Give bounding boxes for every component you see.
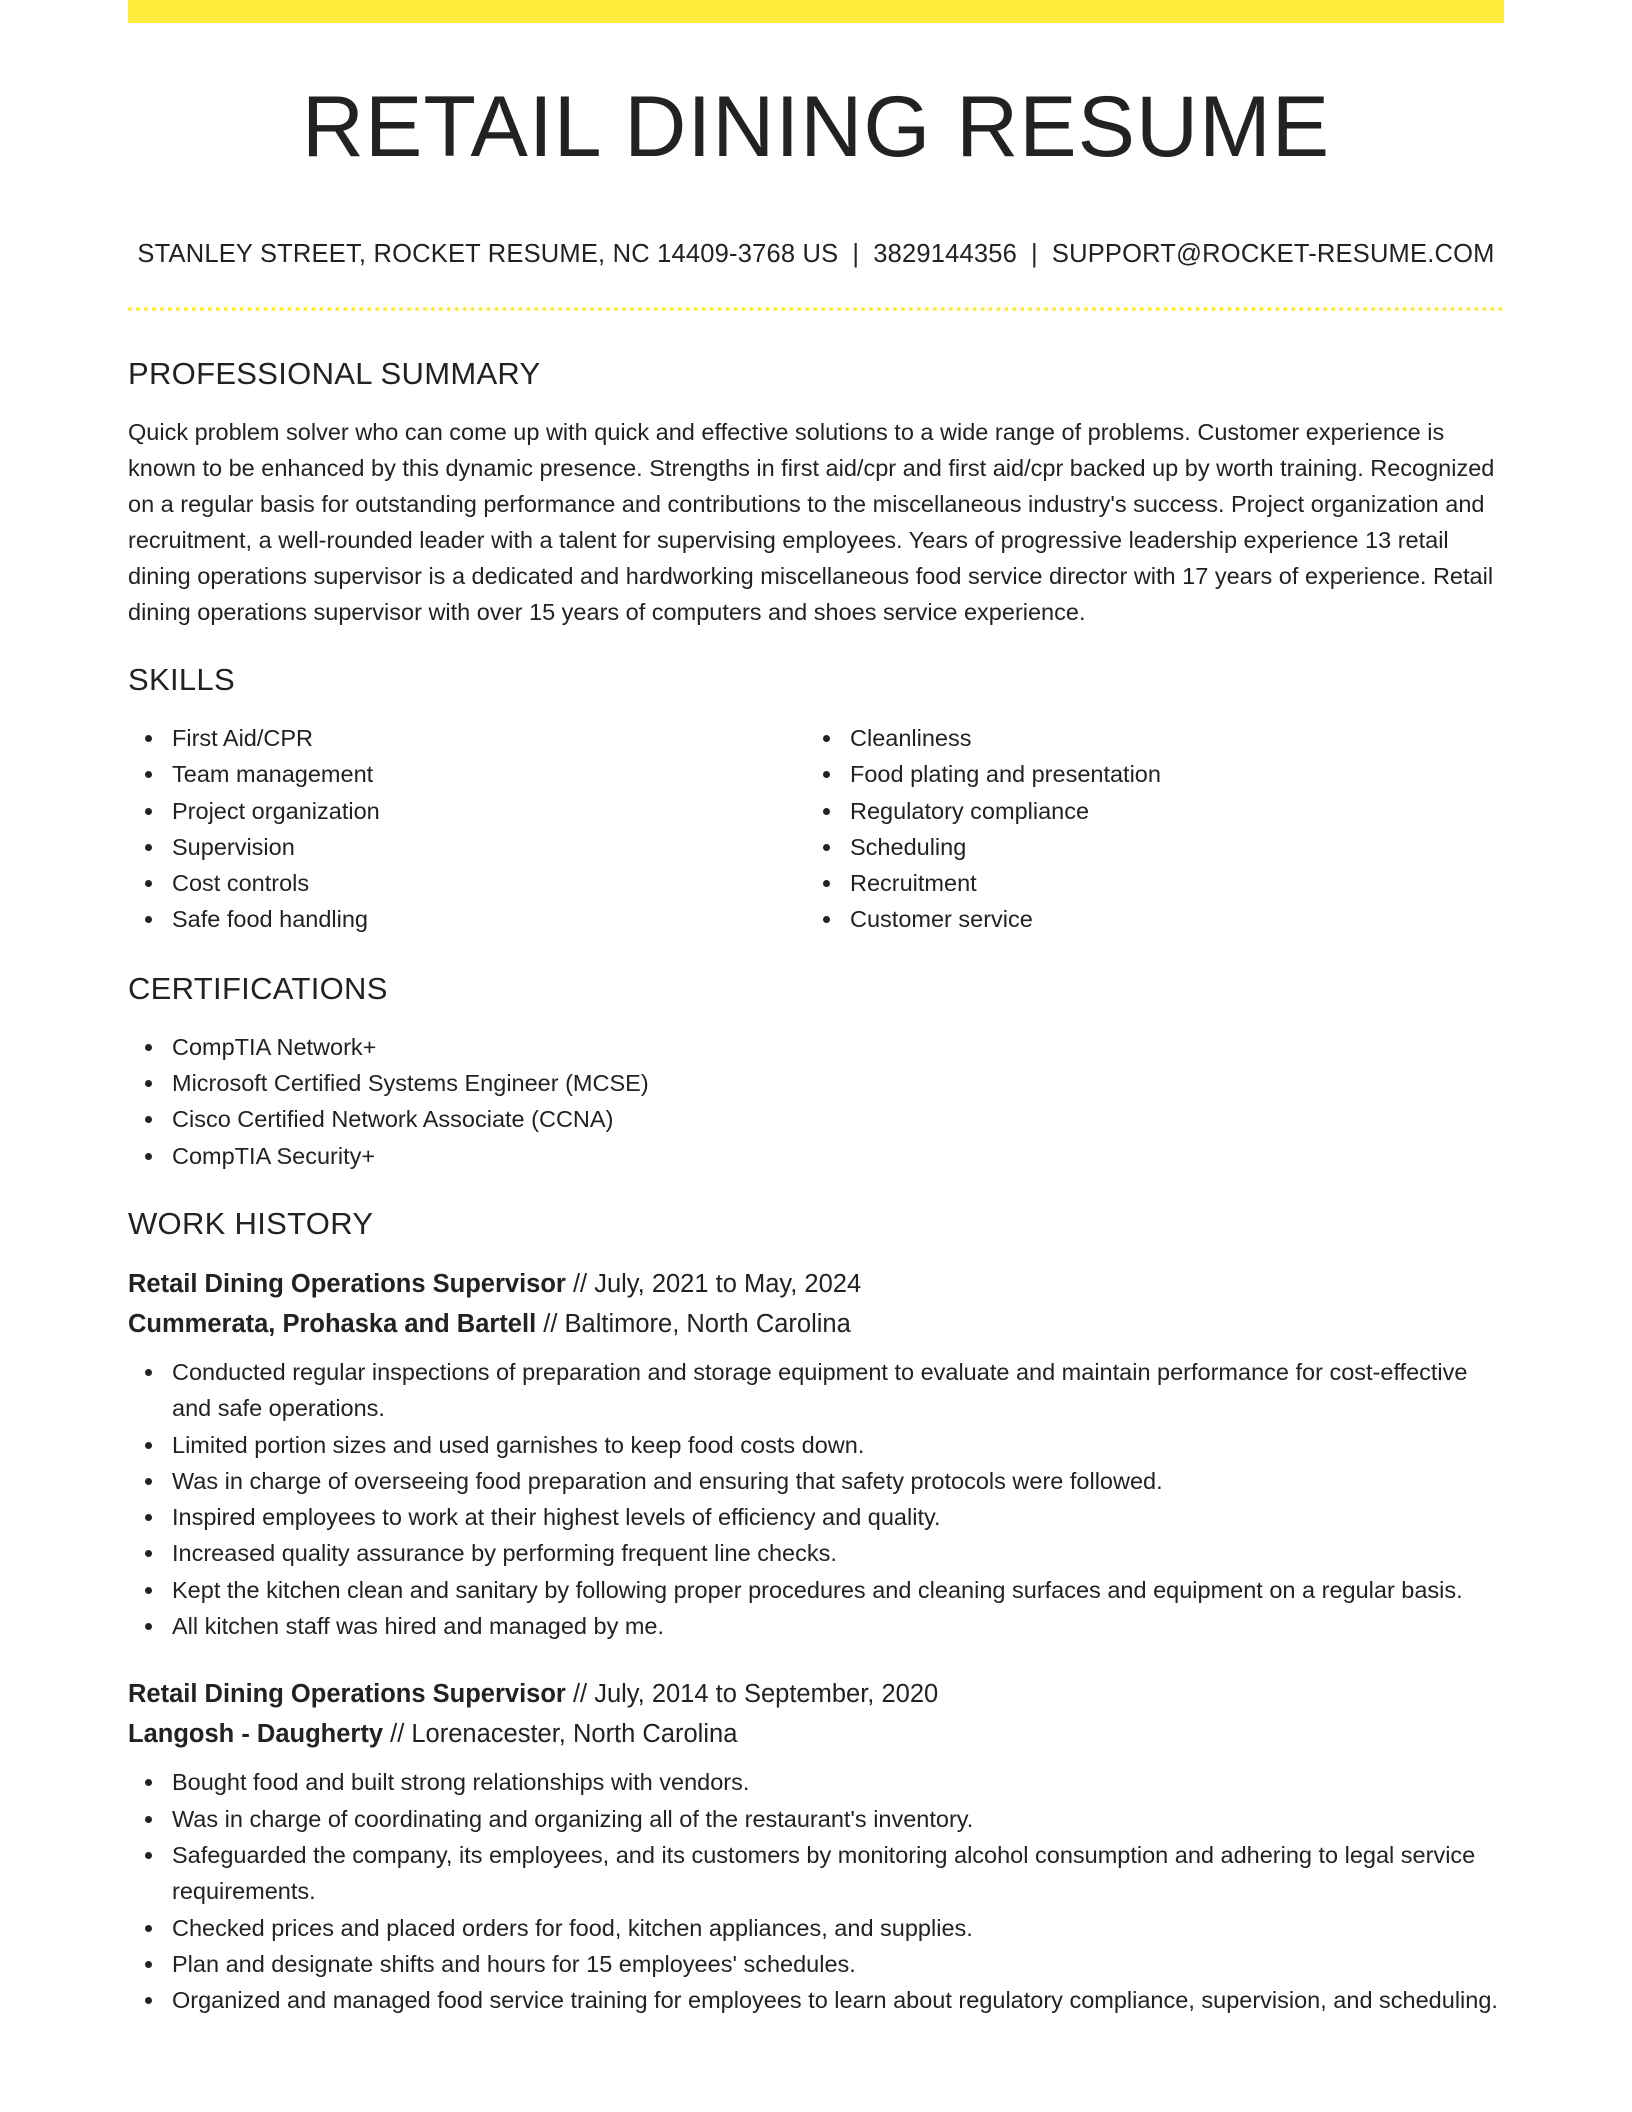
- certification-item: Cisco Certified Network Associate (CCNA): [128, 1101, 1504, 1137]
- summary-text: Quick problem solver who can come up with quick and effective solutions to a wide range of problems. Customer experience is known to be enhanced by this dynamic presence. Strengths in first aid/cpr and first aid/cpr backed up by worth training. Recognized on a regular basis for outstanding performance and contributions to the miscellaneous industry's success. Project organization and recruitment, a well-rounded leader with a talent for supervising employees. Years of progressive leadership experience 13 retail dining operations supervisor is a dedicated and hardworking miscellaneous food service director with 17 years of experience. Retail dining operations supervisor with over 15 years of computers and shoes service experience.: [128, 419, 1495, 625]
- skill-item: Cleanliness: [806, 720, 1484, 756]
- skill-item: Project organization: [128, 793, 806, 829]
- job-bullet: Inspired employees to work at their highest levels of efficiency and quality.: [128, 1499, 1504, 1535]
- skill-item: First Aid/CPR: [128, 720, 806, 756]
- section-heading: SKILLS: [128, 662, 235, 697]
- certification-item: CompTIA Security+: [128, 1138, 1504, 1174]
- skill-item: Regulatory compliance: [806, 793, 1484, 829]
- skill-item: Cost controls: [128, 865, 806, 901]
- job-dates: // July, 2014 to September, 2020: [572, 1680, 939, 1709]
- job-location: // Baltimore, North Carolina: [543, 1309, 851, 1338]
- contact-line: [0, 240, 1632, 269]
- job-dates: // July, 2021 to May, 2024: [572, 1269, 862, 1298]
- job-title-line: [128, 1264, 1504, 1304]
- job-bullets: [128, 1764, 1504, 2018]
- job-title: Retail Dining Operations Supervisor: [128, 1269, 566, 1298]
- skills-list-right: [806, 720, 1484, 938]
- job-bullet: Checked prices and placed orders for food, kitchen appliances, and supplies.: [128, 1910, 1504, 1946]
- job-bullet: Conducted regular inspections of preparation and storage equipment to evaluate and maintain performance for cost-effective and safe operations.: [128, 1354, 1504, 1427]
- job-bullet: Safeguarded the company, its employees, and its customers by monitoring alcohol consumption and adhering to legal service requirements.: [128, 1837, 1504, 1910]
- skill-item: Supervision: [128, 829, 806, 865]
- job-company: Cummerata, Prohaska and Bartell: [128, 1309, 537, 1338]
- job-entry: [128, 1264, 1504, 1644]
- skill-item: Recruitment: [806, 865, 1484, 901]
- job-bullets: [128, 1354, 1504, 1644]
- job-bullet: Was in charge of coordinating and organizing all of the restaurant's inventory.: [128, 1801, 1504, 1837]
- skills-grid: [128, 720, 1504, 938]
- job-bullet: Was in charge of overseeing food preparation and ensuring that safety protocols were followed.: [128, 1463, 1504, 1499]
- skill-item: Food plating and presentation: [806, 756, 1484, 792]
- job-bullet: Organized and managed food service training for employees to learn about regulatory compliance, supervision, and scheduling.: [128, 1982, 1504, 2018]
- job-bullet: Plan and designate shifts and hours for 15 employees' schedules.: [128, 1946, 1504, 1982]
- section-heading: CERTIFICATIONS: [128, 970, 388, 1006]
- contact-phone: 3829144356: [873, 240, 1018, 268]
- work-history-section: [128, 1204, 1504, 2018]
- job-title-line: [128, 1674, 1504, 1714]
- contact-email: SUPPORT@ROCKET-RESUME.COM: [1051, 240, 1495, 268]
- job-bullet: Bought food and built strong relationships with vendors.: [128, 1764, 1504, 1800]
- job-title: Retail Dining Operations Supervisor: [128, 1680, 566, 1709]
- job-company-line: [128, 1714, 1504, 1754]
- job-bullet: All kitchen staff was hired and managed by me.: [128, 1608, 1504, 1644]
- skill-item: Scheduling: [806, 829, 1484, 865]
- section-heading: PROFESSIONAL SUMMARY: [128, 356, 541, 391]
- certification-item: Microsoft Certified Systems Engineer (MCSE): [128, 1065, 1504, 1101]
- job-bullet: Kept the kitchen clean and sanitary by following proper procedures and cleaning surfaces and equipment on a regular basis.: [128, 1572, 1504, 1608]
- job-entry: [128, 1674, 1504, 2018]
- resume-title: RETAIL DINING RESUME: [301, 79, 1331, 175]
- skill-item: Safe food handling: [128, 901, 806, 937]
- certification-item: CompTIA Network+: [128, 1029, 1504, 1065]
- contact-address: STANLEY STREET, ROCKET RESUME, NC 14409-3768 US: [137, 240, 839, 268]
- skill-item: Customer service: [806, 901, 1484, 937]
- certifications-section: [128, 969, 1504, 1174]
- top-accent-bar: [128, 0, 1504, 23]
- professional-summary-section: [128, 354, 1504, 630]
- contact-separator: |: [1031, 240, 1038, 268]
- skills-section: [128, 660, 1504, 938]
- job-bullet: Limited portion sizes and used garnishes to keep food costs down.: [128, 1427, 1504, 1463]
- job-company: Langosh - Daugherty: [128, 1720, 384, 1749]
- certifications-list: [128, 1029, 1504, 1174]
- job-bullet: Increased quality assurance by performing frequent line checks.: [128, 1535, 1504, 1571]
- header-divider: [128, 307, 1504, 311]
- section-heading: WORK HISTORY: [128, 1205, 374, 1241]
- skill-item: Team management: [128, 756, 806, 792]
- resume-body: [128, 354, 1504, 2048]
- job-location: // Lorenacester, North Carolina: [390, 1720, 738, 1749]
- skills-list-left: [128, 720, 806, 938]
- job-company-line: [128, 1304, 1504, 1344]
- contact-separator: |: [852, 240, 860, 268]
